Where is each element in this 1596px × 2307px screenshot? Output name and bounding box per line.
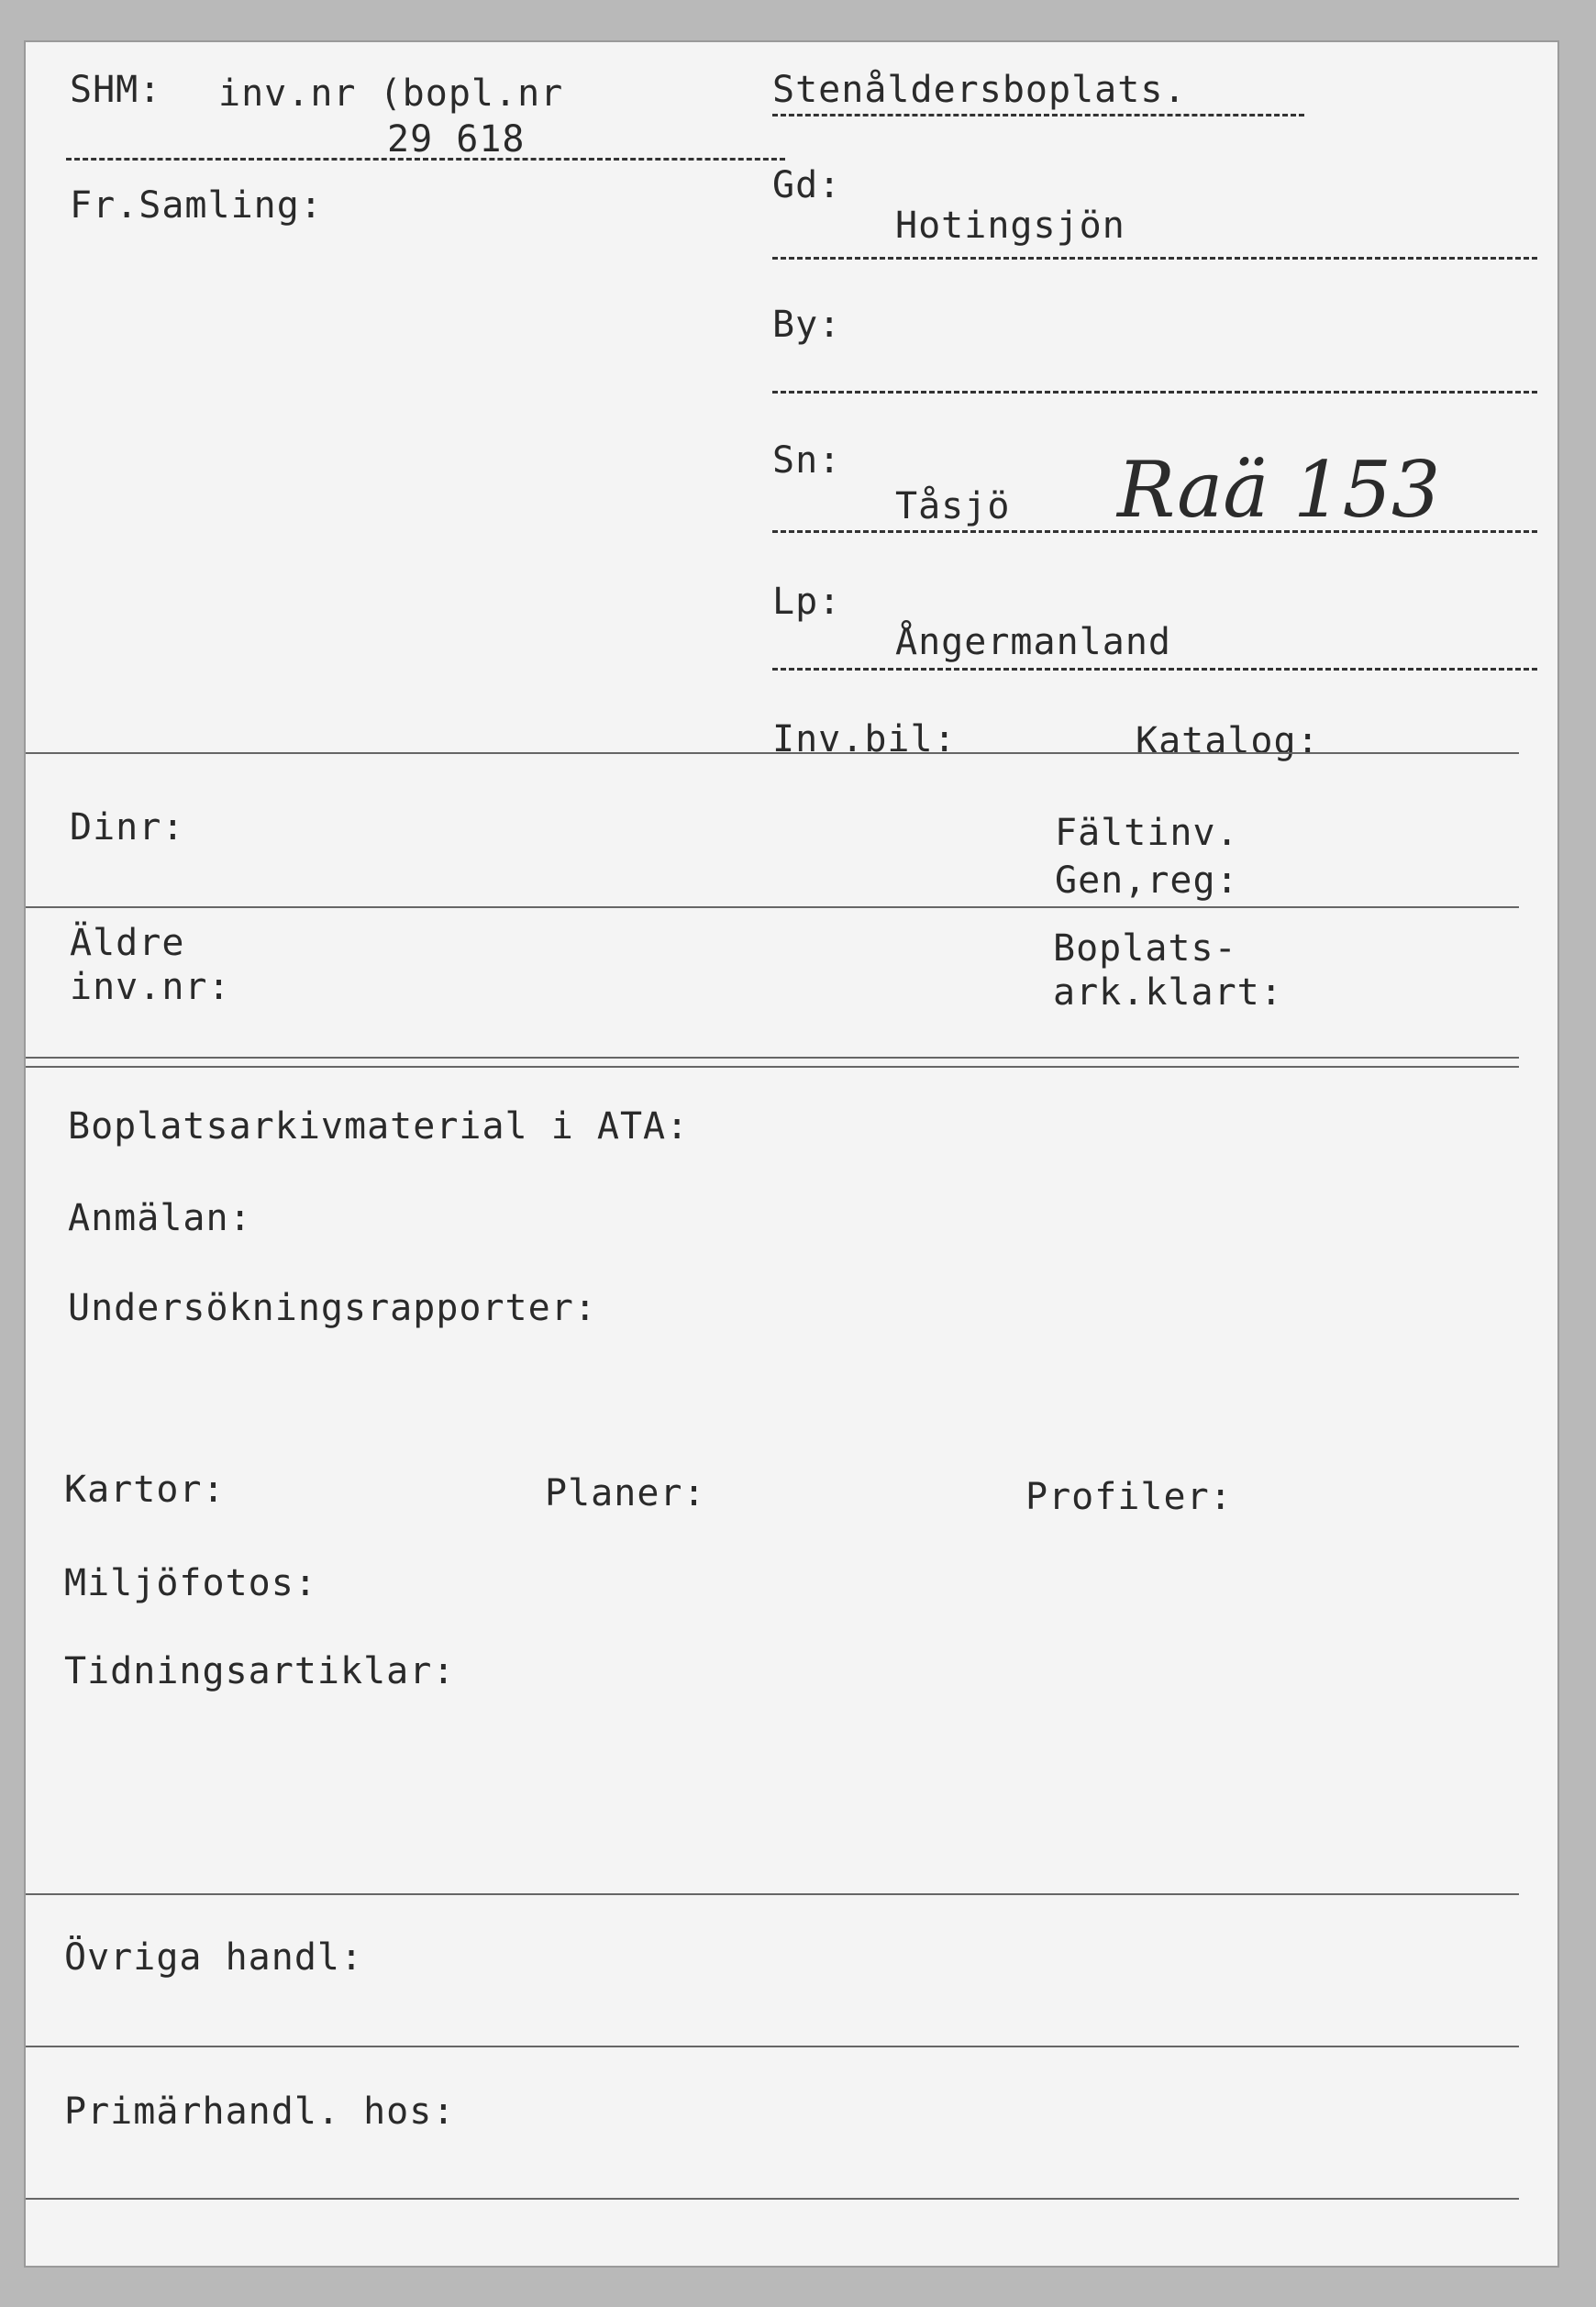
- section-rule-4: [26, 2046, 1519, 2047]
- section-rule-2: [26, 906, 1519, 908]
- faltinv-label: Fältinv.: [1055, 812, 1239, 854]
- inv-bil-label: Inv.bil:: [772, 718, 957, 760]
- inv-nr-label: inv.nr:: [70, 966, 231, 1008]
- boplats-label: Boplats-: [1053, 927, 1237, 970]
- card-title: Stenåldersboplats.: [772, 69, 1187, 111]
- fr-samling-label: Fr.Samling:: [70, 184, 323, 227]
- ark-klart-label: ark.klart:: [1053, 971, 1283, 1014]
- sn-label: Sn:: [772, 439, 842, 482]
- section-rule-5: [26, 2198, 1519, 2200]
- miljofotos-label: Miljöfotos:: [64, 1562, 317, 1604]
- lp-label: Lp:: [772, 581, 842, 623]
- title-underline: [772, 114, 1304, 116]
- dinr-label: Dinr:: [70, 806, 185, 848]
- shm-value: inv.nr (bopl.nr: [218, 72, 564, 115]
- profiler-label: Profiler:: [1025, 1476, 1233, 1518]
- double-rule-bottom: [26, 1066, 1519, 1068]
- section-rule-3: [26, 1893, 1519, 1895]
- ovriga-label: Övriga handl:: [64, 1936, 364, 1979]
- sn-rule: [772, 530, 1537, 533]
- raa-handwritten-note: Raä 153: [1117, 445, 1441, 535]
- kartor-label: Kartor:: [64, 1469, 226, 1511]
- lp-rule: [772, 668, 1537, 671]
- gd-label: Gd:: [772, 164, 842, 206]
- index-card: [24, 40, 1559, 2268]
- gd-rule: [772, 257, 1537, 260]
- katalog-label: Katalog:: [1136, 720, 1320, 762]
- boplatsarkiv-label: Boplatsarkivmaterial i ATA:: [68, 1105, 690, 1148]
- inv-number: 29 618: [387, 118, 526, 161]
- tidning-label: Tidningsartiklar:: [64, 1650, 456, 1692]
- anmalan-label: Anmälan:: [68, 1197, 252, 1239]
- sn-value: Tåsjö: [895, 485, 1011, 527]
- shm-label: SHM:: [70, 69, 162, 111]
- gen-reg-label: Gen,reg:: [1055, 860, 1239, 902]
- section-rule-1: [26, 752, 1519, 754]
- planer-label: Planer:: [545, 1472, 706, 1514]
- aldre-label: Äldre: [70, 922, 185, 964]
- header-left-rule: [66, 158, 785, 161]
- by-rule: [772, 391, 1537, 394]
- gd-value: Hotingsjön: [895, 205, 1125, 247]
- by-label: By:: [772, 304, 842, 346]
- lp-value: Ångermanland: [895, 621, 1171, 663]
- primar-label: Primärhandl. hos:: [64, 2091, 456, 2133]
- double-rule-top: [26, 1057, 1519, 1059]
- undersokning-label: Undersökningsrapporter:: [68, 1287, 597, 1329]
